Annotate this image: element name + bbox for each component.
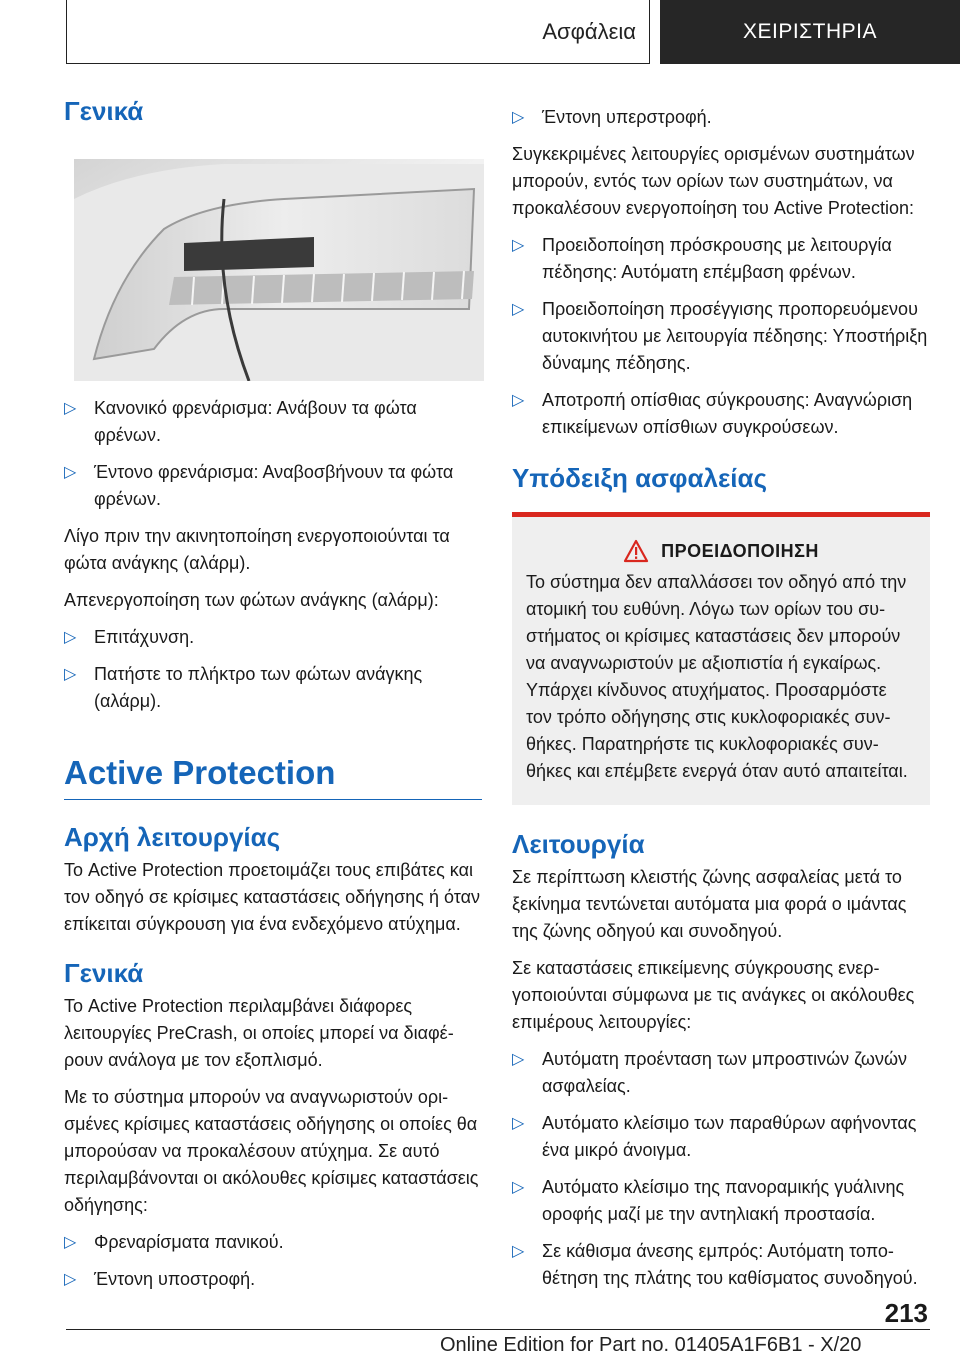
critical-situations-list (64, 1229, 482, 1293)
heading-principle: Αρχή λειτουργίας (64, 821, 281, 852)
list-item: ▷ Προειδοποίηση πρόσκρουσης με λειτουργία πέδησης: Αυτόματη επέμβαση φρένων. (512, 232, 930, 286)
list-item: ▷ Κανονικό φρενάρισμα: Ανάβουν τα φώτα φρένων. (64, 395, 482, 449)
list-item: ▷ Επιτάχυνση. (64, 624, 482, 651)
tail-light-figure (74, 159, 484, 381)
warning-triangle-icon (623, 539, 649, 563)
paragraph: Το Active Protection προετοιμάζει τους επιβάτες και τον οδηγό σε κρίσιμες καταστάσεις οδήγησης ή όταν επίκειται σύγκρουση για ένα ενδεχόμενο ατύχημα. (64, 859, 480, 934)
list-item: ▷ Προειδοποίηση προσέγγισης προπορευόμενου αυτοκινήτου με λειτουργία πέδησης: Υποστήριξη δύναμης πέδησης. (512, 296, 930, 377)
list-item: ▷ Πατήστε το πλήκτρο των φώτων ανάγκης (αλάρμ). (64, 661, 482, 715)
triangle-bullet-icon: ▷ (512, 1243, 525, 1261)
triangle-bullet-icon: ▷ (64, 1271, 77, 1289)
list-item: ▷ Αυτόματο κλείσιμο των παραθύρων αφήνοντας ένα μικρό άνοιγμα. (512, 1110, 930, 1164)
tail-light-image (74, 159, 484, 381)
list-item: ▷ Έντονο φρενάρισμα: Αναβοσβήνουν τα φώτα φρένων. (64, 459, 482, 513)
edition-text: Online Edition for Part no. 01405A1F6B1 - X/20 (440, 1334, 862, 1356)
page-number: 213 (884, 1298, 928, 1328)
warning-title: ΠΡΟΕΙΔΟΠΟΙΗΣΗ (661, 540, 819, 561)
triangle-bullet-icon: ▷ (512, 237, 525, 254)
section-title: Ασφάλεια (542, 19, 636, 44)
braking-list (64, 395, 482, 513)
list-item: ▷ Αυτόματη προένταση των μπροστινών ζωνών ασφαλείας. (512, 1046, 930, 1100)
footer-rule (66, 1329, 930, 1330)
list-item: ▷ Αυτόματο κλείσιμο της πανοραμικής γυάλινης οροφής μαζί με την αντηλιακή προστασία. (512, 1174, 930, 1228)
list-item: ▷ Έντονη υποστροφή. (64, 1266, 482, 1293)
list-item: ▷ Έντονη υπερστροφή. (512, 104, 930, 131)
hazard-deactivation-list (64, 624, 482, 715)
triangle-bullet-icon: ▷ (512, 1051, 525, 1069)
paragraph: Το Active Protection περιλαμβάνει διάφορες λειτουργίες PreCrash, οι οποίες μπορεί να διαφέρουν ανάλογα με τον εξοπλισμό. (64, 996, 454, 1071)
right-column (512, 104, 930, 1292)
triangle-bullet-icon: ▷ (64, 400, 77, 418)
heading-general-2: Γενικά (64, 957, 144, 988)
warning-box (512, 512, 930, 805)
triangle-bullet-icon: ▷ (512, 1115, 525, 1133)
triangle-bullet-icon: ▷ (512, 1179, 525, 1197)
triangle-bullet-icon: ▷ (64, 666, 77, 684)
heading-general: Γενικά (64, 96, 144, 126)
triangle-bullet-icon: ▷ (512, 109, 525, 126)
manual-chapter-tab: ΧΕΙΡΙΣΤΗΡΙΑ (660, 0, 960, 64)
triangle-bullet-icon: ▷ (64, 629, 77, 647)
paragraph: Συγκεκριμένες λειτουργίες ορισμένων συστημάτων μπορούν, εντός των ορίων των συστημάτων, να προκαλέσουν ενεργοποίηση του Active Protection: (512, 144, 915, 218)
paragraph: Λίγο πριν την ακινητοποίηση ενεργοποιούνται τα φώτα ανάγκης (αλάρμ). (64, 526, 450, 574)
paragraph: Απενεργοποίηση των φώτων ανάγκης (αλάρμ): (64, 590, 439, 611)
list-item: ▷ Σε κάθισμα άνεσης εμπρός: Αυτόματη τοποθέτηση της πλάτης του καθίσματος συνοδηγού. (512, 1238, 930, 1292)
heading-function: Λειτουργία (512, 829, 645, 860)
warning-body (512, 517, 930, 805)
heading-safety-note: Υπόδειξη ασφαλείας (512, 463, 768, 493)
heading-active-protection: Active Protection (64, 753, 482, 800)
paragraph: Με το σύστημα μπορούν να αναγνωριστούν ορισμένες κρίσιμες καταστάσεις οδήγησης οι οποίες θα μπορούσαν να προκαλέσουν ατύχημα. Σε αυτό περιλαμβάνονται οι ακόλουθες κρίσιμες καταστάσεις οδήγησης: (64, 1087, 479, 1216)
triggering-functions-list (512, 232, 930, 441)
left-column (64, 96, 482, 1293)
triangle-bullet-icon: ▷ (512, 301, 525, 318)
warning-text: Το σύστημα δεν απαλλάσσει τον οδηγό από την ατομική του ευθύνη. Λόγω των ορίων του συστήματος οι κρίσιμες καταστάσεις δεν μπορούν να αναγνωριστούν με αξιοπιστία ή εγκαίρως. Υπάρχει κίνδυνος ατυχήματος. Προσαρμόστε τον τρόπο οδήγησης στις κυκλοφοριακές συνθήκες. Παρατηρήστε τις κυκλοφοριακές συνθήκες και επέμβετε ενεργά όταν αυτό απαιτείται. (526, 572, 908, 782)
triangle-bullet-icon: ▷ (64, 464, 77, 482)
triangle-bullet-icon: ▷ (64, 1234, 77, 1252)
paragraph: Σε καταστάσεις επικείμενης σύγκρουσης ενεργοποιούνται σύμφωνα με τις ανάγκες οι ακόλουθες επιμέρους λειτουργίες: (512, 958, 915, 1033)
triangle-bullet-icon: ▷ (512, 392, 525, 409)
precrash-functions-list (512, 1046, 930, 1292)
warning-header (526, 539, 916, 563)
paragraph: Σε περίπτωση κλειστής ζώνης ασφαλείας μετά το ξεκίνημα τεντώνεται αυτόματα μια φορά ο ιμάντας της ζώνης οδηγού και συνοδηγού. (512, 867, 907, 942)
list-item: ▷ Αποτροπή οπίσθιας σύγκρουσης: Αναγνώριση επικείμενων οπίσθιων συγκρούσεων. (512, 387, 930, 441)
list-item: ▷ Φρεναρίσματα πανικού. (64, 1229, 482, 1256)
